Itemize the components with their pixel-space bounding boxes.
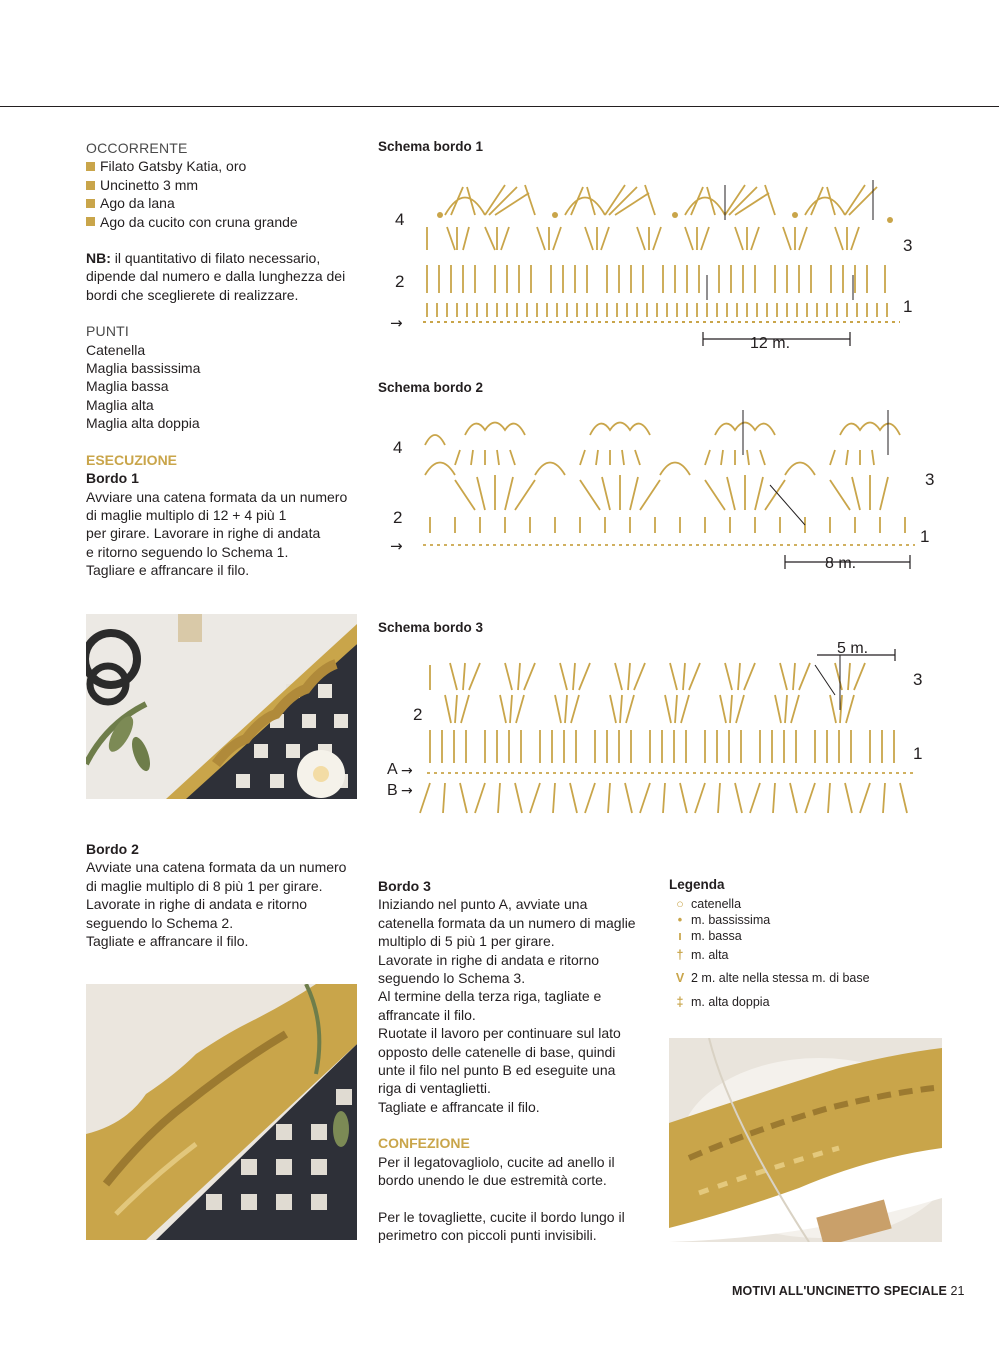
double-crochet-symbol-icon: † [676, 948, 684, 962]
schema1-title: Schema bordo 1 [378, 139, 484, 154]
point-label-a: A [387, 761, 398, 778]
stitch-item: Maglia alta [86, 396, 154, 413]
text-line: Al termine della terza riga, tagliate e [378, 988, 602, 1005]
photo-bordo2 [86, 984, 357, 1240]
magazine-title: MOTIVI ALL'UNCINETTO SPECIALE [732, 1284, 947, 1298]
legend-item: ı m. bassa [669, 928, 939, 944]
treble-crochet-symbol-icon: ‡ [676, 995, 684, 1009]
text-line: di maglie multiplo di 8 più 1 per girare. [86, 877, 323, 894]
row-label: 3 [925, 470, 935, 489]
legend-item: V 2 m. alte nella stessa m. di base [669, 966, 939, 990]
punti-title: PUNTI [86, 323, 129, 340]
point-label-b: B [387, 782, 398, 799]
confezione-title: CONFEZIONE [378, 1135, 470, 1152]
text-line: seguendo lo Schema 3. [378, 970, 526, 987]
text-line: Ruotate il lavoro per continuare sul lato [378, 1025, 621, 1042]
legend-item: † m. alta [669, 944, 939, 966]
row-label: 4 [395, 210, 405, 229]
text-line: opposto delle catenelle di base, quindi [378, 1043, 616, 1060]
text-line: per girare. Lavorare in righe di andata [86, 525, 321, 542]
list-item: Ago da lana [86, 194, 361, 212]
bordo2-title: Bordo 2 [86, 841, 139, 857]
text-line: Lavorate in righe di andata e ritorno [378, 951, 600, 968]
row-label: 2 [413, 705, 423, 724]
text-line: bordo unendo le due estremità corte. [378, 1172, 607, 1189]
bullet-square-icon [86, 199, 95, 208]
photo-bordo3 [669, 1038, 942, 1242]
text-line: Avviate una catena formata da un numero [86, 859, 347, 876]
bordo2-section [86, 840, 361, 950]
text-line: Tagliate e affrancare il filo. [86, 933, 249, 950]
text-line: perimetro con piccoli punti invisibili. [378, 1226, 597, 1243]
stitch-item: Maglia bassa [86, 378, 169, 395]
bullet-square-icon [86, 162, 95, 171]
schema3-title: Schema bordo 3 [378, 620, 484, 635]
row-label: 1 [903, 297, 913, 316]
bullet-square-icon [86, 181, 95, 190]
schema2-title: Schema bordo 2 [378, 380, 484, 395]
bordo1-title: Bordo 1 [86, 470, 139, 487]
legend-item: • m. bassissima [669, 912, 939, 928]
point-b-arrow-icon: → [401, 783, 413, 799]
legend [669, 877, 939, 1014]
text-line: seguendo lo Schema 2. [86, 914, 234, 931]
text-line: unte il filo nel punto B ed eseguite una [378, 1062, 616, 1079]
text-line: e ritorno seguendo lo Schema 1. [86, 543, 289, 560]
row-label: 3 [913, 670, 923, 689]
row-label: 2 [393, 508, 403, 527]
schema1-diagram [385, 175, 925, 355]
row-label: 1 [913, 744, 923, 763]
text-line: Tagliare e affrancare il filo. [86, 562, 250, 579]
esecuzione-title: ESECUZIONE [86, 451, 178, 468]
bordo3-section [378, 877, 658, 1244]
bullet-square-icon [86, 217, 95, 226]
nb-line: bordi che sceglierete di realizzare. [86, 286, 299, 303]
bordo3-title: Bordo 3 [378, 878, 431, 894]
schema2-diagram [385, 405, 945, 585]
list-item: Filato Gatsby Katia, oro [86, 157, 361, 175]
slip-stitch-symbol-icon: • [677, 913, 683, 927]
page-number: 21 [950, 1284, 965, 1298]
text-line: Per le tovagliette, cucite il bordo lungo il [378, 1208, 625, 1225]
text-line: Iniziando nel punto A, avviate una [378, 896, 588, 913]
text-line: multiplo di 5 più 1 per girare. [378, 933, 555, 950]
text-line: affrancate il filo. [378, 1006, 476, 1023]
occorrente-title: OCCORRENTE [86, 140, 188, 156]
list-item: Uncinetto 3 mm [86, 176, 361, 194]
legend-item: ‡ m. alta doppia [669, 990, 939, 1014]
repeat-label: 12 m. [750, 335, 791, 352]
chain-symbol-icon: ○ [676, 897, 684, 911]
list-item: Ago da cucito con cruna grande [86, 213, 361, 231]
repeat-label: 8 m. [825, 555, 857, 572]
text-line: Lavorate in righe di andata e ritorno [86, 896, 308, 913]
text-line: di maglie multiplo di 12 + 4 più 1 [86, 506, 287, 523]
single-crochet-symbol-icon: ı [678, 929, 682, 943]
text-line: Per il legatovagliolo, cucite ad anello il [378, 1153, 615, 1170]
stitch-item: Maglia alta doppia [86, 415, 200, 432]
schema3-diagram [385, 635, 945, 825]
text-line: riga di ventaglietti. [378, 1080, 491, 1097]
start-arrow-icon: → [390, 314, 403, 332]
stitch-item: Catenella [86, 341, 146, 358]
stitch-item: Maglia bassissima [86, 360, 201, 377]
text-line: Avviare una catena formata da un numero [86, 488, 348, 505]
text-line: catenella formata da un numero di maglie [378, 914, 636, 931]
two-double-crochet-symbol-icon: V [675, 971, 685, 985]
photo-bordo1 [86, 614, 357, 799]
row-label: 2 [395, 272, 405, 291]
top-rule [0, 106, 999, 107]
nb-note: NB: il quantitativo di filato necessario, [86, 250, 321, 267]
legend-item: ○ catenella [669, 896, 939, 912]
row-label: 1 [920, 527, 930, 546]
legend-title: Legenda [669, 877, 725, 892]
point-a-arrow-icon: → [401, 763, 413, 779]
left-column [86, 139, 361, 580]
text-line: Tagliate e affrancate il filo. [378, 1098, 540, 1115]
start-arrow-icon: → [390, 537, 403, 555]
nb-line: dipende dal numero e dalla lunghezza dei [86, 268, 346, 285]
row-label: 3 [903, 236, 913, 255]
page-footer [732, 1284, 965, 1298]
repeat-label: 5 m. [837, 640, 869, 657]
row-label: 4 [393, 438, 403, 457]
